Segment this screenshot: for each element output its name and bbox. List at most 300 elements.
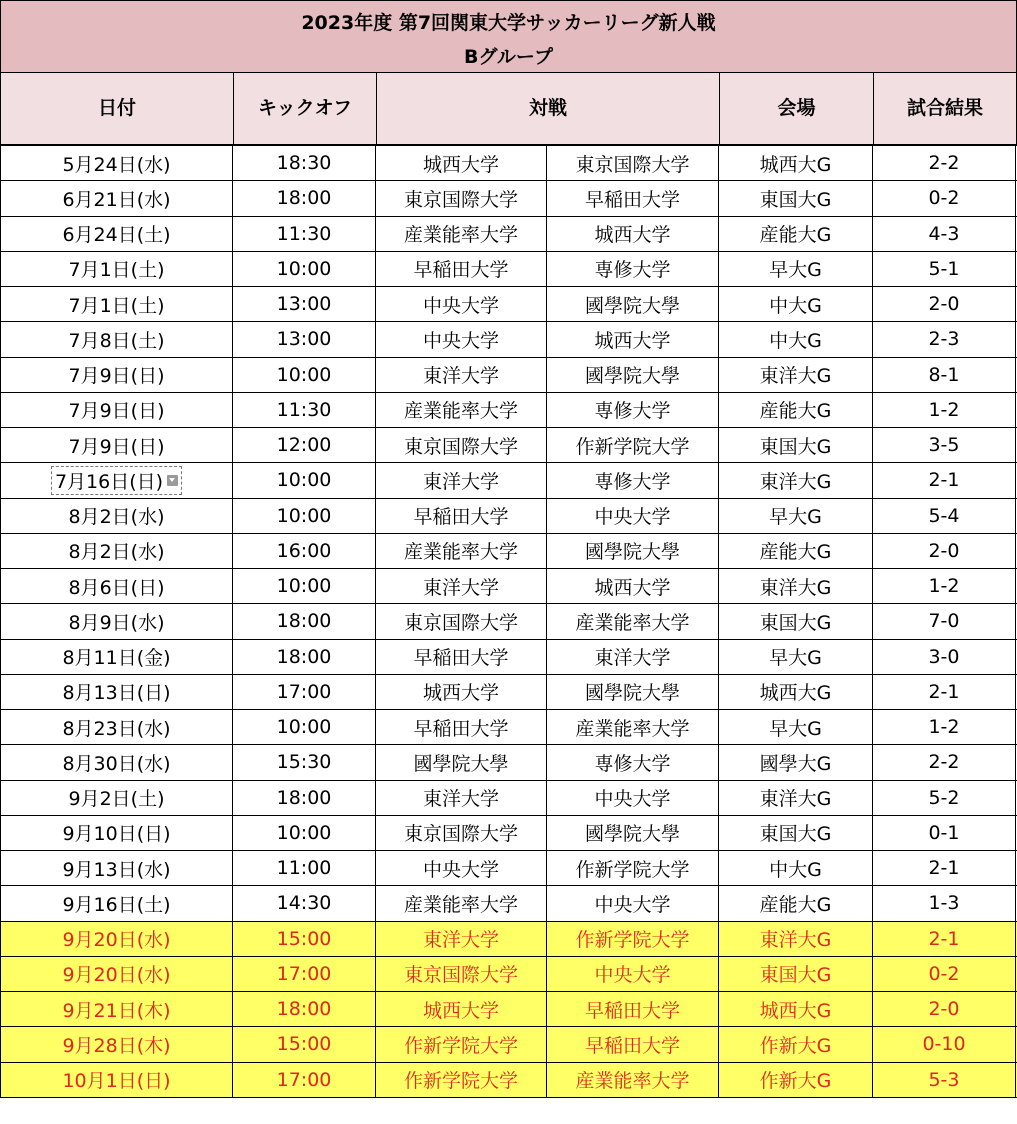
venue-cell bbox=[719, 851, 873, 885]
away-team-cell-text: 城西大学 bbox=[594, 576, 671, 599]
date-cell bbox=[0, 640, 233, 674]
kickoff-cell bbox=[233, 252, 376, 286]
home-team-cell bbox=[376, 781, 547, 815]
kickoff-cell-text: 11:30 bbox=[276, 398, 332, 421]
result-cell-text: 1-3 bbox=[928, 892, 960, 915]
venue-cell bbox=[719, 886, 873, 920]
venue-cell-text: 東国大G bbox=[759, 435, 832, 458]
result-cell-text: 2-1 bbox=[928, 927, 960, 950]
date-cell bbox=[0, 851, 233, 885]
result-cell bbox=[873, 217, 1016, 251]
away-team-cell-text: 國學院大學 bbox=[584, 294, 680, 317]
result-cell bbox=[873, 499, 1016, 533]
home-team-cell bbox=[376, 851, 547, 885]
venue-cell-text: 中大G bbox=[769, 329, 822, 352]
home-team-cell bbox=[376, 569, 547, 603]
table-row bbox=[0, 428, 1017, 463]
venue-cell bbox=[719, 287, 873, 321]
venue-cell bbox=[719, 569, 873, 603]
table-row bbox=[0, 710, 1017, 745]
result-cell bbox=[873, 886, 1016, 920]
away-team-cell-text: 専修大学 bbox=[594, 470, 671, 493]
result-cell bbox=[873, 604, 1016, 638]
table-row bbox=[0, 252, 1017, 287]
result-cell-text: 5-2 bbox=[928, 786, 960, 809]
away-team-cell bbox=[547, 992, 719, 1026]
home-team-cell-text: 中央大学 bbox=[422, 858, 499, 881]
home-team-cell-text: 國學院大學 bbox=[413, 752, 509, 775]
kickoff-cell bbox=[233, 957, 376, 991]
away-team-cell bbox=[547, 816, 719, 850]
table-row bbox=[0, 886, 1017, 921]
date-cell-text: 8月2日(水) bbox=[68, 541, 165, 564]
home-team-cell bbox=[376, 287, 547, 321]
date-cell bbox=[0, 957, 233, 991]
date-cell bbox=[0, 217, 233, 251]
date-cell bbox=[0, 886, 233, 920]
table-row bbox=[0, 922, 1017, 957]
table-row bbox=[0, 146, 1017, 181]
away-team-cell bbox=[547, 569, 719, 603]
venue-cell bbox=[719, 1063, 873, 1097]
date-cell bbox=[0, 816, 233, 850]
table-row bbox=[0, 640, 1017, 675]
away-team-cell-text: 國學院大學 bbox=[584, 682, 680, 705]
kickoff-cell bbox=[233, 922, 376, 956]
kickoff-cell bbox=[233, 816, 376, 850]
result-cell bbox=[873, 181, 1016, 215]
result-cell-text: 5-4 bbox=[928, 504, 960, 527]
home-team-cell-text: 産業能率大学 bbox=[403, 541, 518, 564]
result-cell-text: 1-2 bbox=[928, 575, 960, 598]
result-cell-text: 2-2 bbox=[928, 751, 960, 774]
result-cell bbox=[873, 428, 1016, 462]
away-team-cell-text: 産業能率大学 bbox=[575, 1070, 690, 1093]
away-team-cell bbox=[547, 675, 719, 709]
date-cell bbox=[0, 393, 233, 427]
venue-cell bbox=[719, 992, 873, 1026]
away-team-cell bbox=[547, 640, 719, 674]
header-date: 日付 bbox=[1, 73, 234, 144]
home-team-cell bbox=[376, 181, 547, 215]
date-cell-text: 7月1日(土) bbox=[68, 294, 165, 317]
match-table-body bbox=[0, 146, 1017, 1098]
venue-cell bbox=[719, 816, 873, 850]
home-team-cell bbox=[376, 146, 547, 180]
date-cell-text: 8月13日(日) bbox=[62, 682, 171, 705]
away-team-cell-text: 早稲田大学 bbox=[584, 188, 680, 211]
result-cell-text: 0-1 bbox=[928, 821, 960, 844]
date-cell-text: 8月2日(水) bbox=[68, 506, 165, 529]
date-cell-text: 7月8日(土) bbox=[68, 329, 165, 352]
away-team-cell-text: 東洋大学 bbox=[594, 647, 671, 670]
venue-cell-text: 早大G bbox=[769, 506, 822, 529]
result-cell bbox=[873, 745, 1016, 779]
date-cell bbox=[0, 745, 233, 779]
away-team-cell-text: 産業能率大学 bbox=[575, 611, 690, 634]
result-cell-text: 2-1 bbox=[928, 857, 960, 880]
venue-cell-text: 東洋大G bbox=[759, 365, 832, 388]
kickoff-cell-text: 18:00 bbox=[276, 187, 332, 210]
result-cell bbox=[873, 816, 1016, 850]
date-cell-text: 7月9日(日) bbox=[68, 435, 165, 458]
table-row bbox=[0, 181, 1017, 216]
kickoff-cell-text: 18:00 bbox=[276, 998, 332, 1021]
away-team-cell-text: 東京国際大学 bbox=[575, 153, 690, 176]
table-row bbox=[0, 604, 1017, 639]
venue-cell-text: 産能大G bbox=[759, 541, 832, 564]
away-team-cell-text: 城西大学 bbox=[594, 224, 671, 247]
date-cell-text: 6月24日(土) bbox=[62, 224, 171, 247]
venue-cell bbox=[719, 604, 873, 638]
home-team-cell-text: 中央大学 bbox=[422, 329, 499, 352]
kickoff-cell bbox=[233, 992, 376, 1026]
date-cell-text: 9月20日(水) bbox=[62, 929, 171, 952]
date-cell bbox=[0, 322, 233, 356]
home-team-cell bbox=[376, 604, 547, 638]
home-team-cell bbox=[376, 463, 547, 497]
away-team-cell-text: 専修大学 bbox=[594, 752, 671, 775]
home-team-cell-text: 東京国際大学 bbox=[403, 188, 518, 211]
table-row bbox=[0, 781, 1017, 816]
venue-cell bbox=[719, 957, 873, 991]
venue-cell-text: 作新大G bbox=[759, 1034, 832, 1057]
home-team-cell bbox=[376, 534, 547, 568]
away-team-cell bbox=[547, 781, 719, 815]
kickoff-cell bbox=[233, 393, 376, 427]
table-row bbox=[0, 287, 1017, 322]
home-team-cell bbox=[376, 1063, 547, 1097]
away-team-cell bbox=[547, 463, 719, 497]
result-cell-text: 2-0 bbox=[928, 998, 960, 1021]
home-team-cell bbox=[376, 640, 547, 674]
away-team-cell bbox=[547, 358, 719, 392]
kickoff-cell bbox=[233, 886, 376, 920]
venue-cell-text: 東国大G bbox=[759, 823, 832, 846]
kickoff-cell bbox=[233, 1027, 376, 1061]
kickoff-cell-text: 10:00 bbox=[276, 469, 332, 492]
home-team-cell-text: 産業能率大学 bbox=[403, 400, 518, 423]
venue-cell-text: 東国大G bbox=[759, 611, 832, 634]
venue-cell bbox=[719, 146, 873, 180]
home-team-cell-text: 早稲田大学 bbox=[413, 506, 509, 529]
result-cell bbox=[873, 781, 1016, 815]
away-team-cell-text: 早稲田大学 bbox=[584, 1034, 680, 1057]
home-team-cell bbox=[376, 358, 547, 392]
result-cell-text: 0-2 bbox=[928, 187, 960, 210]
date-cell bbox=[0, 287, 233, 321]
kickoff-cell bbox=[233, 569, 376, 603]
away-team-cell bbox=[547, 957, 719, 991]
venue-cell bbox=[719, 428, 873, 462]
away-team-cell bbox=[547, 181, 719, 215]
date-cell-text: 8月9日(水) bbox=[68, 611, 165, 634]
result-cell-text: 2-1 bbox=[928, 680, 960, 703]
result-cell-text: 2-2 bbox=[928, 152, 960, 175]
result-cell bbox=[873, 1063, 1016, 1097]
away-team-cell-text: 中央大学 bbox=[594, 506, 671, 529]
away-team-cell-text: 産業能率大学 bbox=[575, 717, 690, 740]
home-team-cell-text: 中央大学 bbox=[422, 294, 499, 317]
away-team-cell-text: 中央大学 bbox=[594, 893, 671, 916]
kickoff-cell-text: 12:00 bbox=[276, 434, 332, 457]
kickoff-cell-text: 10:00 bbox=[276, 575, 332, 598]
venue-cell bbox=[719, 1027, 873, 1061]
kickoff-cell-text: 15:00 bbox=[276, 927, 332, 950]
home-team-cell-text: 東京国際大学 bbox=[403, 964, 518, 987]
date-cell-text: 7月1日(土) bbox=[68, 259, 165, 282]
venue-cell-text: 産能大G bbox=[759, 224, 832, 247]
venue-cell-text: 東洋大G bbox=[759, 788, 832, 811]
home-team-cell-text: 東洋大学 bbox=[422, 788, 499, 811]
home-team-cell bbox=[376, 217, 547, 251]
date-cell bbox=[0, 181, 233, 215]
venue-cell bbox=[719, 710, 873, 744]
kickoff-cell bbox=[233, 640, 376, 674]
kickoff-cell bbox=[233, 604, 376, 638]
venue-cell-text: 産能大G bbox=[759, 893, 832, 916]
home-team-cell-text: 早稲田大学 bbox=[413, 647, 509, 670]
result-cell bbox=[873, 252, 1016, 286]
header-kickoff: キックオフ bbox=[234, 73, 377, 144]
kickoff-cell bbox=[233, 675, 376, 709]
venue-cell-text: 中大G bbox=[769, 858, 822, 881]
away-team-cell-text: 専修大学 bbox=[594, 400, 671, 423]
venue-cell bbox=[719, 463, 873, 497]
venue-cell-text: 早大G bbox=[769, 717, 822, 740]
result-cell-text: 2-0 bbox=[928, 293, 960, 316]
kickoff-cell bbox=[233, 322, 376, 356]
venue-cell bbox=[719, 217, 873, 251]
home-team-cell bbox=[376, 886, 547, 920]
result-cell-text: 5-1 bbox=[928, 257, 960, 280]
kickoff-cell-text: 11:00 bbox=[276, 857, 332, 880]
kickoff-cell bbox=[233, 851, 376, 885]
venue-cell-text: 城西大G bbox=[759, 999, 832, 1022]
table-row bbox=[0, 534, 1017, 569]
away-team-cell bbox=[547, 604, 719, 638]
result-cell-text: 1-2 bbox=[928, 716, 960, 739]
result-cell-text: 3-5 bbox=[928, 434, 960, 457]
header-venue: 会場 bbox=[720, 73, 874, 144]
venue-cell-text: 東洋大G bbox=[759, 576, 832, 599]
venue-cell bbox=[719, 640, 873, 674]
date-cell bbox=[0, 428, 233, 462]
result-cell-text: 0-10 bbox=[922, 1033, 966, 1056]
date-cell-text: 9月10日(日) bbox=[62, 823, 171, 846]
home-team-cell-text: 東洋大学 bbox=[422, 576, 499, 599]
kickoff-cell bbox=[233, 1063, 376, 1097]
date-cell bbox=[0, 252, 233, 286]
home-team-cell-text: 城西大学 bbox=[422, 682, 499, 705]
venue-cell-text: 中大G bbox=[769, 294, 822, 317]
dropdown-arrow-icon[interactable] bbox=[167, 475, 178, 486]
away-team-cell-text: 中央大学 bbox=[594, 788, 671, 811]
result-cell bbox=[873, 146, 1016, 180]
table-row bbox=[0, 393, 1017, 428]
home-team-cell-text: 城西大学 bbox=[422, 999, 499, 1022]
result-cell bbox=[873, 922, 1016, 956]
home-team-cell bbox=[376, 252, 547, 286]
home-team-cell-text: 東洋大学 bbox=[422, 929, 499, 952]
venue-cell bbox=[719, 358, 873, 392]
away-team-cell bbox=[547, 428, 719, 462]
away-team-cell bbox=[547, 217, 719, 251]
away-team-cell bbox=[547, 1027, 719, 1061]
result-cell-text: 3-0 bbox=[928, 645, 960, 668]
home-team-cell bbox=[376, 992, 547, 1026]
date-cell bbox=[0, 675, 233, 709]
away-team-cell-text: 早稲田大学 bbox=[584, 999, 680, 1022]
kickoff-cell bbox=[233, 287, 376, 321]
home-team-cell-text: 作新学院大学 bbox=[403, 1070, 518, 1093]
away-team-cell bbox=[547, 851, 719, 885]
home-team-cell-text: 産業能率大学 bbox=[403, 224, 518, 247]
kickoff-cell-text: 17:00 bbox=[276, 1068, 332, 1091]
date-cell bbox=[0, 781, 233, 815]
result-cell bbox=[873, 851, 1016, 885]
result-cell bbox=[873, 992, 1016, 1026]
away-team-cell bbox=[547, 1063, 719, 1097]
result-cell bbox=[873, 393, 1016, 427]
result-cell bbox=[873, 534, 1016, 568]
table-row bbox=[0, 463, 1017, 498]
table-row bbox=[0, 675, 1017, 710]
venue-cell bbox=[719, 252, 873, 286]
kickoff-cell-text: 17:00 bbox=[276, 962, 332, 985]
away-team-cell bbox=[547, 745, 719, 779]
page-title: 2023年度 第7回関東大学サッカーリーグ新人戦 bbox=[301, 12, 716, 34]
venue-cell-text: 城西大G bbox=[759, 682, 832, 705]
kickoff-cell-text: 10:00 bbox=[276, 716, 332, 739]
venue-cell-text: 産能大G bbox=[759, 400, 832, 423]
result-cell-text: 2-0 bbox=[928, 539, 960, 562]
date-cell-text: 8月6日(日) bbox=[68, 576, 165, 599]
result-cell-text: 8-1 bbox=[928, 363, 960, 386]
venue-cell bbox=[719, 675, 873, 709]
table-row bbox=[0, 816, 1017, 851]
home-team-cell bbox=[376, 393, 547, 427]
kickoff-cell bbox=[233, 217, 376, 251]
table-row bbox=[0, 569, 1017, 604]
venue-cell bbox=[719, 922, 873, 956]
date-cell bbox=[0, 463, 233, 497]
date-cell bbox=[0, 710, 233, 744]
home-team-cell-text: 早稲田大学 bbox=[413, 717, 509, 740]
date-cell bbox=[0, 1027, 233, 1061]
home-team-cell bbox=[376, 816, 547, 850]
home-team-cell bbox=[376, 1027, 547, 1061]
result-cell-text: 5-3 bbox=[928, 1068, 960, 1091]
date-text: 7月16日(日) bbox=[54, 470, 164, 493]
kickoff-cell-text: 13:00 bbox=[276, 328, 332, 351]
away-team-cell-text: 作新学院大学 bbox=[575, 858, 690, 881]
table-row bbox=[0, 851, 1017, 886]
home-team-cell bbox=[376, 710, 547, 744]
home-team-cell-text: 東洋大学 bbox=[422, 470, 499, 493]
result-cell bbox=[873, 957, 1016, 991]
home-team-cell-text: 城西大学 bbox=[422, 153, 499, 176]
table-row bbox=[0, 957, 1017, 992]
away-team-cell-text: 城西大学 bbox=[594, 329, 671, 352]
date-cell bbox=[0, 499, 233, 533]
group-title: Bグループ bbox=[464, 46, 553, 68]
result-cell bbox=[873, 287, 1016, 321]
kickoff-cell-text: 15:00 bbox=[276, 1033, 332, 1056]
venue-cell bbox=[719, 534, 873, 568]
home-team-cell bbox=[376, 322, 547, 356]
table-row bbox=[0, 1063, 1017, 1098]
date-cell-text: 9月21日(木) bbox=[62, 999, 171, 1022]
selected-date-cell[interactable] bbox=[51, 466, 182, 495]
venue-cell bbox=[719, 781, 873, 815]
away-team-cell-text: 國學院大學 bbox=[584, 541, 680, 564]
kickoff-cell bbox=[233, 146, 376, 180]
away-team-cell-text: 國學院大學 bbox=[584, 365, 680, 388]
home-team-cell bbox=[376, 922, 547, 956]
home-team-cell-text: 産業能率大学 bbox=[403, 893, 518, 916]
kickoff-cell-text: 15:30 bbox=[276, 751, 332, 774]
venue-cell-text: 東洋大G bbox=[759, 929, 832, 952]
venue-cell bbox=[719, 322, 873, 356]
venue-cell bbox=[719, 499, 873, 533]
kickoff-cell bbox=[233, 463, 376, 497]
date-cell-text: 8月23日(水) bbox=[62, 717, 171, 740]
kickoff-cell bbox=[233, 745, 376, 779]
venue-cell-text: 城西大G bbox=[759, 153, 832, 176]
away-team-cell-text: 専修大学 bbox=[594, 259, 671, 282]
result-cell bbox=[873, 463, 1016, 497]
venue-cell-text: 東国大G bbox=[759, 188, 832, 211]
kickoff-cell-text: 17:00 bbox=[276, 680, 332, 703]
kickoff-cell bbox=[233, 534, 376, 568]
date-cell-text: 9月28日(木) bbox=[62, 1034, 171, 1057]
table-header bbox=[0, 73, 1017, 146]
result-cell bbox=[873, 710, 1016, 744]
result-cell bbox=[873, 569, 1016, 603]
away-team-cell-text: 作新学院大学 bbox=[575, 435, 690, 458]
result-cell-text: 0-2 bbox=[928, 962, 960, 985]
home-team-cell bbox=[376, 957, 547, 991]
kickoff-cell-text: 18:00 bbox=[276, 645, 332, 668]
kickoff-cell-text: 10:00 bbox=[276, 504, 332, 527]
home-team-cell-text: 作新学院大学 bbox=[403, 1034, 518, 1057]
kickoff-cell bbox=[233, 428, 376, 462]
date-cell-text: 9月16日(土) bbox=[62, 893, 171, 916]
table-row bbox=[0, 358, 1017, 393]
away-team-cell-text: 中央大学 bbox=[594, 964, 671, 987]
date-cell-text: 7月9日(日) bbox=[68, 365, 165, 388]
date-cell-text: 5月24日(水) bbox=[62, 153, 171, 176]
date-cell-text: 6月21日(水) bbox=[62, 188, 171, 211]
kickoff-cell bbox=[233, 358, 376, 392]
result-cell-text: 1-2 bbox=[928, 398, 960, 421]
header-match: 対戦 bbox=[377, 73, 720, 144]
kickoff-cell-text: 10:00 bbox=[276, 821, 332, 844]
away-team-cell bbox=[547, 886, 719, 920]
date-cell-text: 9月20日(水) bbox=[62, 964, 171, 987]
kickoff-cell bbox=[233, 710, 376, 744]
away-team-cell bbox=[547, 287, 719, 321]
away-team-cell bbox=[547, 252, 719, 286]
kickoff-cell-text: 14:30 bbox=[276, 892, 332, 915]
table-row bbox=[0, 322, 1017, 357]
home-team-cell bbox=[376, 675, 547, 709]
kickoff-cell-text: 18:00 bbox=[276, 786, 332, 809]
date-cell bbox=[0, 992, 233, 1026]
kickoff-cell-text: 13:00 bbox=[276, 293, 332, 316]
away-team-cell-text: 國學院大學 bbox=[584, 823, 680, 846]
